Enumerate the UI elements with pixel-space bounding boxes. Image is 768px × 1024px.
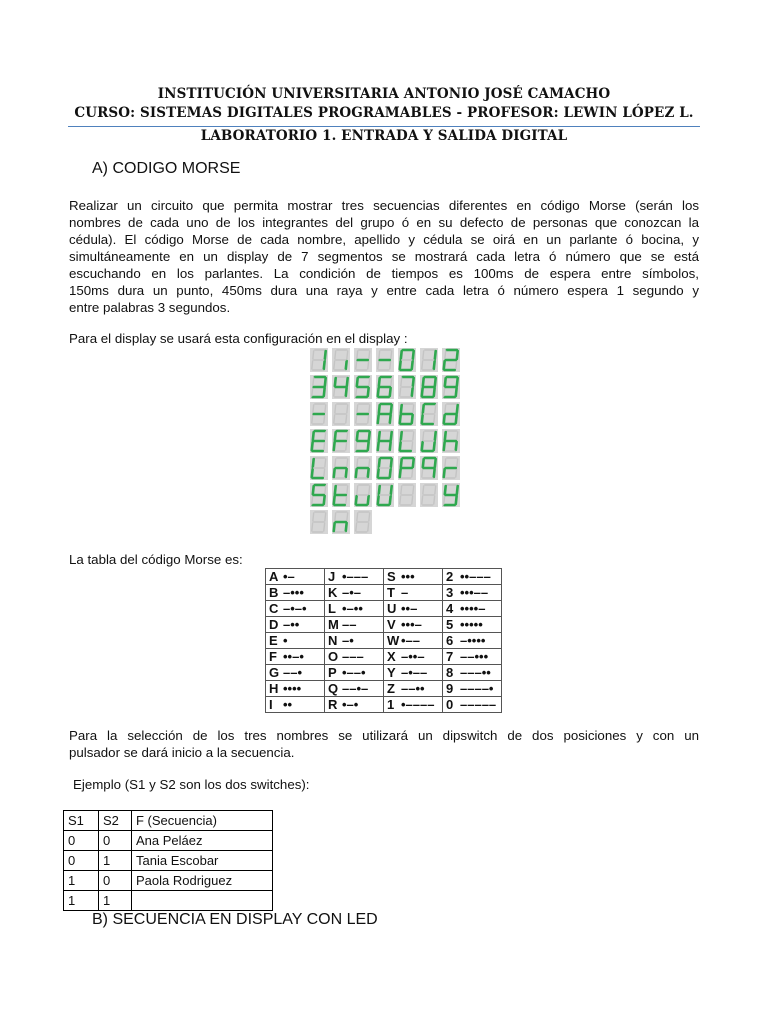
morse-code: –•–• [283,601,307,616]
morse-char: J [328,569,336,584]
segment-digit [398,429,416,453]
morse-cell [266,665,325,681]
segment-digit [354,348,372,372]
morse-char: 4 [446,601,454,616]
cell-s2: 1 [99,851,132,871]
table-row [64,871,273,891]
morse-cell [443,601,502,617]
segment-digit [420,456,438,480]
morse-cell [325,585,384,601]
morse-char: 6 [446,633,454,648]
selection-paragraph [69,727,699,761]
morse-char: K [328,585,338,600]
intro-line: entre palabras 3 segundos. [69,300,231,315]
morse-code: –•– [342,585,362,600]
morse-code: ––––– [460,697,497,712]
morse-cell [266,697,325,713]
intro-paragraph [69,197,699,316]
segment-digit [332,375,350,399]
morse-code: •––• [342,665,366,680]
morse-char: Y [387,665,396,680]
morse-row [266,569,502,585]
morse-code: ––••• [460,649,489,664]
segment-digit [420,429,438,453]
morse-cell [443,617,502,633]
morse-char: I [269,697,273,712]
morse-cell [266,601,325,617]
segment-digit [398,375,416,399]
header-s1: S1 [64,811,99,831]
morse-char: 0 [446,697,454,712]
switch-table [63,810,273,911]
morse-char: 7 [446,649,454,664]
morse-row [266,697,502,713]
morse-char: L [328,601,336,616]
segment-digit [310,510,328,534]
morse-char: G [269,665,280,680]
intro-line: simultáneamente en un display de 7 segmentos se mostrará cada letra ó número que se está [69,249,699,264]
morse-char: V [387,617,396,632]
morse-code: –•••• [460,633,486,648]
morse-code: ––– [342,649,364,664]
selection-line: pulsador se dará inicio a la secuencia. [69,745,295,760]
selection-line: Para la selección de los tres nombres se utilizará un dipswitch de dos posiciones y con un [69,728,699,743]
morse-code: ––• [283,665,303,680]
segment-digit [310,456,328,480]
morse-cell [266,569,325,585]
morse-row [266,617,502,633]
table-row [64,831,273,851]
morse-char: T [387,585,395,600]
morse-code: –•• [283,617,300,632]
segment-digit [354,456,372,480]
course-title: CURSO: SISTEMAS DIGITALES PROGRAMABLES - PROFESOR: LEWIN LÓPEZ L. [74,105,694,121]
morse-char: F [269,649,277,664]
morse-char: P [328,665,337,680]
segment-digit [398,348,416,372]
segment-digit [398,402,416,426]
morse-code: ••••• [460,617,483,632]
morse-cell [325,665,384,681]
institution-title: INSTITUCIÓN UNIVERSITARIA ANTONIO JOSÉ CAMACHO [157,86,611,102]
cell-s1: 1 [64,891,99,911]
morse-code: – [401,585,409,600]
morse-code: –••• [283,585,304,600]
cell-sequence [132,891,273,911]
header-s2: S2 [99,811,132,831]
intro-line: nombres de cada uno de los integrantes del grupo ó en su defecto de personas que conozcan la [69,215,699,230]
morse-code: –•–– [401,665,428,680]
morse-char: C [269,601,279,616]
segment-digit [332,429,350,453]
cell-sequence: Paola Rodriguez [132,871,273,891]
morse-cell [384,617,443,633]
morse-cell [384,665,443,681]
morse-char: D [269,617,279,632]
intro-line: Realizar un circuito que permita mostrar tres secuencias diferentes en código Morse (serán los [69,198,699,213]
morse-code-table [265,568,502,713]
morse-char: R [328,697,338,712]
cell-sequence: Ana Peláez [132,831,273,851]
morse-code: –••– [401,649,425,664]
section-b-heading: B) SECUENCIA EN DISPLAY CON LED [92,911,378,928]
morse-cell [325,617,384,633]
morse-row [266,649,502,665]
morse-code: –––•• [460,665,491,680]
segment-digit [420,483,438,507]
morse-cell [384,585,443,601]
morse-cell [384,601,443,617]
morse-cell [266,681,325,697]
intro-line: escuchando en los parlantes. La condición de tiempos es 100ms de espera entre símbolos, [69,266,699,281]
morse-char: 5 [446,617,454,632]
morse-code: •• [283,697,293,712]
segment-digit [354,375,372,399]
morse-cell [325,569,384,585]
segment-digit [332,483,350,507]
morse-cell [443,681,502,697]
morse-code: –– [342,617,357,632]
table-row [64,891,273,911]
seven-segment-figure [310,348,462,538]
cell-s1: 1 [64,871,99,891]
morse-cell [384,569,443,585]
cell-sequence: Tania Escobar [132,851,273,871]
segment-digit [398,456,416,480]
segment-digit [332,510,350,534]
morse-code: ––––• [460,681,494,696]
segment-digit [332,402,350,426]
morse-cell [266,585,325,601]
morse-cell [443,633,502,649]
morse-char: 3 [446,585,454,600]
segment-digit [376,483,394,507]
morse-code: •••• [283,681,302,696]
segment-digit [354,483,372,507]
segment-digit [376,375,394,399]
morse-code: •– [283,569,295,584]
segment-digit [354,402,372,426]
segment-digit [420,375,438,399]
morse-char: 1 [387,697,395,712]
morse-code: ••– [401,601,418,616]
table-row [64,851,273,871]
morse-char: M [328,617,339,632]
morse-char: S [387,569,396,584]
segment-digit [420,348,438,372]
morse-code: •–•• [342,601,363,616]
morse-cell [266,617,325,633]
morse-code: ••••– [460,601,486,616]
segment-digit [310,348,328,372]
morse-char: E [269,633,278,648]
morse-intro-text: La tabla del código Morse es: [69,552,243,567]
morse-code: •–• [342,697,359,712]
morse-cell [384,633,443,649]
morse-code: •••– [401,617,422,632]
lab-title: LABORATORIO 1. ENTRADA Y SALIDA DIGITAL [200,128,568,144]
example-text: Ejemplo (S1 y S2 son los dos switches): [73,777,310,792]
morse-code: ••• [401,569,415,584]
segment-digit [442,429,460,453]
cell-s1: 0 [64,851,99,871]
morse-cell [384,649,443,665]
segment-digit [376,348,394,372]
morse-char: Z [387,681,395,696]
morse-cell [325,601,384,617]
segment-digit [420,402,438,426]
morse-cell [443,697,502,713]
morse-cell [325,649,384,665]
morse-char: W [387,633,400,648]
segment-digit [442,456,460,480]
morse-cell [266,649,325,665]
cell-s2: 0 [99,871,132,891]
morse-cell [266,633,325,649]
segment-digit [310,483,328,507]
morse-code: –• [342,633,354,648]
segment-digit [376,402,394,426]
segment-digit [354,429,372,453]
morse-code: •–––– [401,697,435,712]
intro-line: cédula). El código Morse de cada nombre, apellido y cédula se oirá en un parlante ó bocina, y [69,232,699,247]
morse-code: ••––– [460,569,491,584]
morse-char: U [387,601,397,616]
morse-row [266,601,502,617]
morse-cell [443,665,502,681]
morse-code: •–– [401,633,421,648]
switch-table-header [64,811,273,831]
segment-digit [442,483,460,507]
morse-char: B [269,585,279,600]
morse-char: Q [328,681,339,696]
segment-digit [310,429,328,453]
morse-char: 8 [446,665,454,680]
morse-cell [325,633,384,649]
segment-digit [442,348,460,372]
morse-char: O [328,649,339,664]
display-config-text: Para el display se usará esta configuración en el display : [69,331,408,346]
cell-s1: 0 [64,831,99,851]
morse-row [266,665,502,681]
morse-char: N [328,633,338,648]
header-sequence: F (Secuencia) [132,811,273,831]
morse-cell [443,649,502,665]
morse-code: ••–• [283,649,304,664]
segment-digit [376,429,394,453]
morse-cell [384,681,443,697]
morse-code: •••–– [460,585,489,600]
morse-code: ––•– [342,681,369,696]
morse-char: X [387,649,396,664]
morse-char: 2 [446,569,454,584]
morse-cell [443,585,502,601]
morse-cell [443,569,502,585]
morse-code: •––– [342,569,369,584]
morse-code: • [283,633,288,648]
cell-s2: 0 [99,831,132,851]
segment-digit [310,375,328,399]
morse-char: A [269,569,279,584]
morse-char: H [269,681,279,696]
segment-digit [398,483,416,507]
morse-code: ––•• [401,681,425,696]
segment-digit [310,402,328,426]
morse-char: 9 [446,681,454,696]
morse-cell [325,697,384,713]
cell-s2: 1 [99,891,132,911]
morse-cell [325,681,384,697]
segment-digit [332,348,350,372]
segment-digit [376,456,394,480]
header-divider [68,126,700,127]
morse-row [266,633,502,649]
intro-line: 150ms dura un punto, 450ms dura una raya y entre cada letra ó número espera 1 segundo y [69,283,699,298]
segment-digit [442,375,460,399]
segment-digit [442,402,460,426]
morse-row [266,681,502,697]
segment-digit [332,456,350,480]
morse-row [266,585,502,601]
segment-digit [354,510,372,534]
morse-cell [384,697,443,713]
section-a-heading: A) CODIGO MORSE [92,160,241,177]
